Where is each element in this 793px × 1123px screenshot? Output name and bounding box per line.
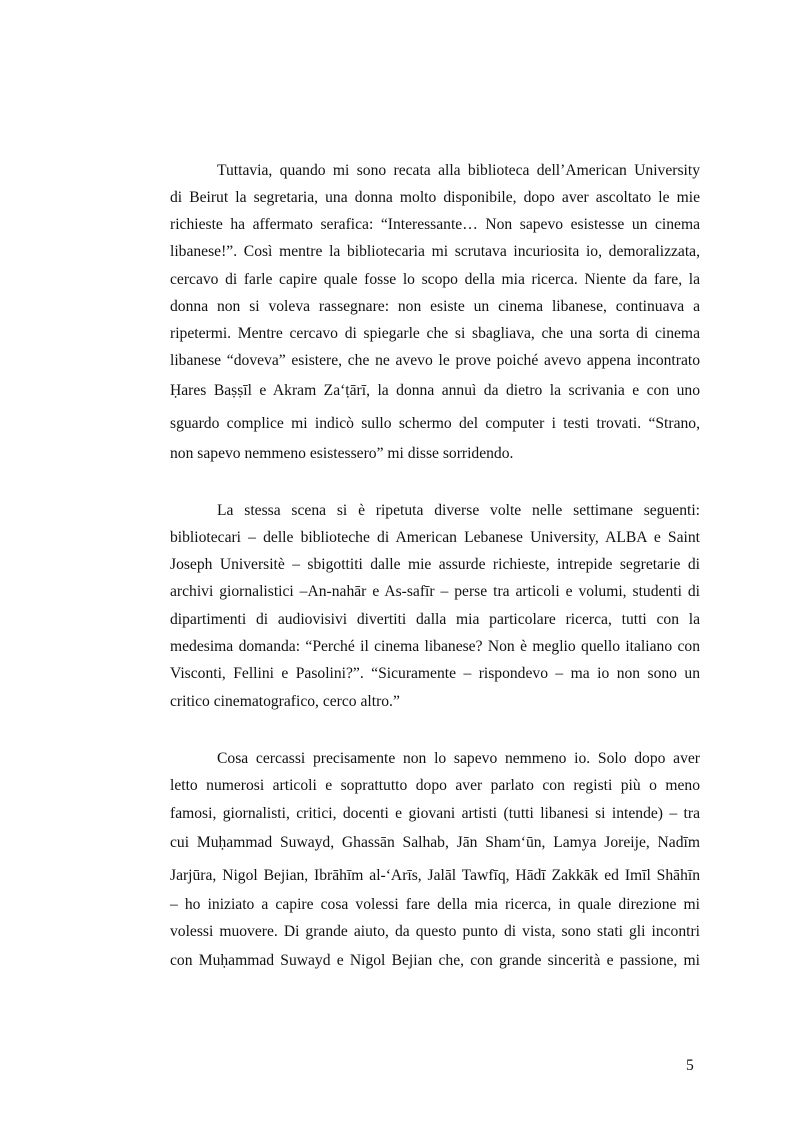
- text-line: Tuttavia, quando mi sono recata alla biblioteca dell’American University: [217, 162, 700, 179]
- text-line: Cosa cercassi precisamente non lo sapevo nemmeno io. Solo dopo aver: [217, 750, 700, 767]
- text-line: non sapevo nemmeno esistessero” mi disse sorridendo.: [170, 445, 514, 462]
- text-line: con Muḥammad Suwayd e Nigol Bejian che, con grande sincerità e passione, mi: [170, 952, 700, 969]
- text-line: Joseph Universitè – sbigottiti dalle mie assurde richieste, intrepide segretarie di: [170, 556, 700, 573]
- text-line: bibliotecari – delle biblioteche di American Lebanese University, ALBA e Saint: [170, 529, 700, 546]
- text-line: donna non si voleva rassegnare: non esiste un cinema libanese, continuava a: [170, 298, 700, 315]
- text-line: sguardo complice mi indicò sullo schermo del computer i testi trovati. “Strano,: [170, 415, 700, 432]
- text-line: Jarjūra, Nigol Bejian, Ibrāhīm al-‘Arīs, Jalāl Tawfīq, Hādī Zakkāk ed Imīl Shāhīn: [170, 867, 700, 884]
- text-line: Ḥares Baṣṣīl e Akram Za‘ṭārī, la donna annuì da dietro la scrivania e con uno: [170, 382, 700, 399]
- text-line: libanese “doveva” esistere, che ne avevo le prove poiché avevo appena incontrato: [170, 352, 700, 369]
- text-line: archivi giornalistici –An-nahār e As-safīr – perse tra articoli e volumi, studenti di: [170, 583, 700, 600]
- text-line: di Beirut la segretaria, una donna molto disponibile, dopo aver ascoltato le mie: [170, 189, 700, 206]
- text-line: famosi, giornalisti, critici, docenti e giovani artisti (tutti libanesi si intende) – tra: [170, 805, 700, 822]
- text-line: ripetermi. Mentre cercavo di spiegarle che si sbagliava, che una sorta di cinema: [170, 325, 700, 342]
- text-line: cercavo di farle capire quale fosse lo scopo della mia ricerca. Niente da fare, la: [170, 271, 700, 288]
- text-line: richieste ha affermato serafica: “Interessante… Non sapevo esistesse un cinema: [170, 216, 700, 233]
- text-line: dipartimenti di audiovisivi divertiti dalla mia particolare ricerca, tutti con la: [170, 611, 700, 628]
- text-line: critico cinematografico, cerco altro.”: [170, 693, 400, 710]
- text-line: Visconti, Fellini e Pasolini?”. “Sicuramente – rispondevo – ma io non sono un: [170, 665, 700, 682]
- text-line: letto numerosi articoli e soprattutto dopo aver parlato con registi più o meno: [170, 777, 700, 794]
- text-line: libanese!”. Così mentre la bibliotecaria mi scrutava incuriosita io, demoralizzata,: [170, 243, 700, 260]
- text-line: – ho iniziato a capire cosa volessi fare della mia ricerca, in quale direzione mi: [170, 896, 700, 913]
- text-line: cui Muḥammad Suwayd, Ghassān Salhab, Jān Sham‘ūn, Lamya Joreije, Nadīm: [170, 834, 700, 851]
- text-line: medesima domanda: “Perché il cinema libanese? Non è meglio quello italiano con: [170, 638, 700, 655]
- page-number: 5: [686, 1057, 694, 1074]
- text-line: La stessa scena si è ripetuta diverse volte nelle settimane seguenti:: [217, 502, 700, 519]
- text-line: volessi muovere. Di grande aiuto, da questo punto di vista, sono stati gli incontri: [170, 923, 700, 940]
